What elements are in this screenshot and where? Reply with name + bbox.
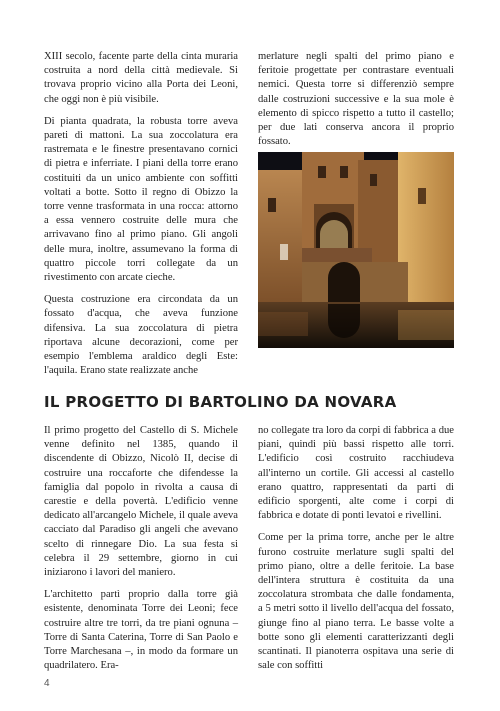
castle-night-illustration [258,152,454,348]
paragraph: Il primo progetto del Castello di S. Michele venne definito nel 1385, quando il discendente di Obizzo, Nicolò II, decise di costruire una roccaforte che difendesse la famiglia dal popolo in rivolta a causa di carestie e della povertà. L'edificio venne dedicato all'arcangelo Michele, il quale aveva cacciato dal Paradiso gli angeli che avevano scelto di rinnegare Dio. La sua festa si celebra il 29 settembre, giorno in cui iniziarono i lavori del maniero. [44,425,238,579]
paragraph: XIII secolo, facente parte della cinta muraria costruita a nord della città medievale. Si trovava proprio vicino alla Porta dei Leoni, che oggi non è più visibile. [44,51,238,105]
section-right-column [258,424,454,681]
paragraph: Di pianta quadrata, la robusta torre aveva pareti di mattoni. La sua zoccolatura era rastremata e le finestre presentavano cornici di pietra e inferriate. I piani della torre erano costituiti da un unico ambiente con soffitti voltati a botte. Sotto il regno di Obizzo la torre venne trasformata in una rocca: attorno a essa vennero costruite delle mura che arrivavano fino al primo piano. Gli angoli delle mura, inoltre, assumevano la forma di quattro piccole torri collegate da un rivestimento con arcate cieche. [44,115,238,284]
paragraph: Questa costruzione era circondata da un fossato d'acqua, che aveva funzione difensiva. La sua zoccolatura di pietra riportava alcune decorazioni, come per esempio l'emblema araldico degli Este: l'aquila. Erano state realizzate anche [44,294,238,377]
paragraph: Come per la prima torre, anche per le altre furono costruite merlature sugli spalti del primo piano, oltre a delle feritoie. La base dell'intera struttura è costituita da una zoccolatura strombata che dalle fondamenta, a 5 metri sotto il livello dell'acqua del fossato, giunge fino al piano terra. Le basse volte a botte sono gli elementi caratterizzanti degli scantinati. Il pianoterra ospitava una serie di sale con soffitti [258,532,454,672]
paragraph: no collegate tra loro da corpi di fabbrica a due piani, quindi più bassi rispetto alle torri. L'edificio così costruito racchiudeva all'interno un cortile. Gli accessi al castello erano quattro, rappresentati da parti di edificio sporgenti, alte come i corpi di fabbrica e dotate di ponti levatoi e rivellini. [258,425,454,522]
section-left-column [44,424,238,681]
paragraph: L'architetto partì proprio dalla torre già esistente, denominata Torre dei Leoni; fece costruire altre tre torri, da tre piani ognuna – Torre di Santa Caterina, Torre di San Paolo e Torre Marchesana –, in modo da formare un quadrilatero. Era- [44,589,238,672]
castle-photo [258,152,454,348]
page-number: 4 [44,678,50,689]
top-right-column [258,50,454,157]
top-left-column [44,50,238,386]
section-heading: IL PROGETTO DI BARTOLINO DA NOVARA [44,393,397,411]
paragraph: merlature negli spalti del primo piano e feritoie progettate per contrastare eventuali nemici. Questa torre si differenziò sempre dalle costruzioni successive e la sua mole è elemento di spicco rispetto a tutto il castello; per due lati conserva ancora il proprio fossato. [258,51,454,148]
